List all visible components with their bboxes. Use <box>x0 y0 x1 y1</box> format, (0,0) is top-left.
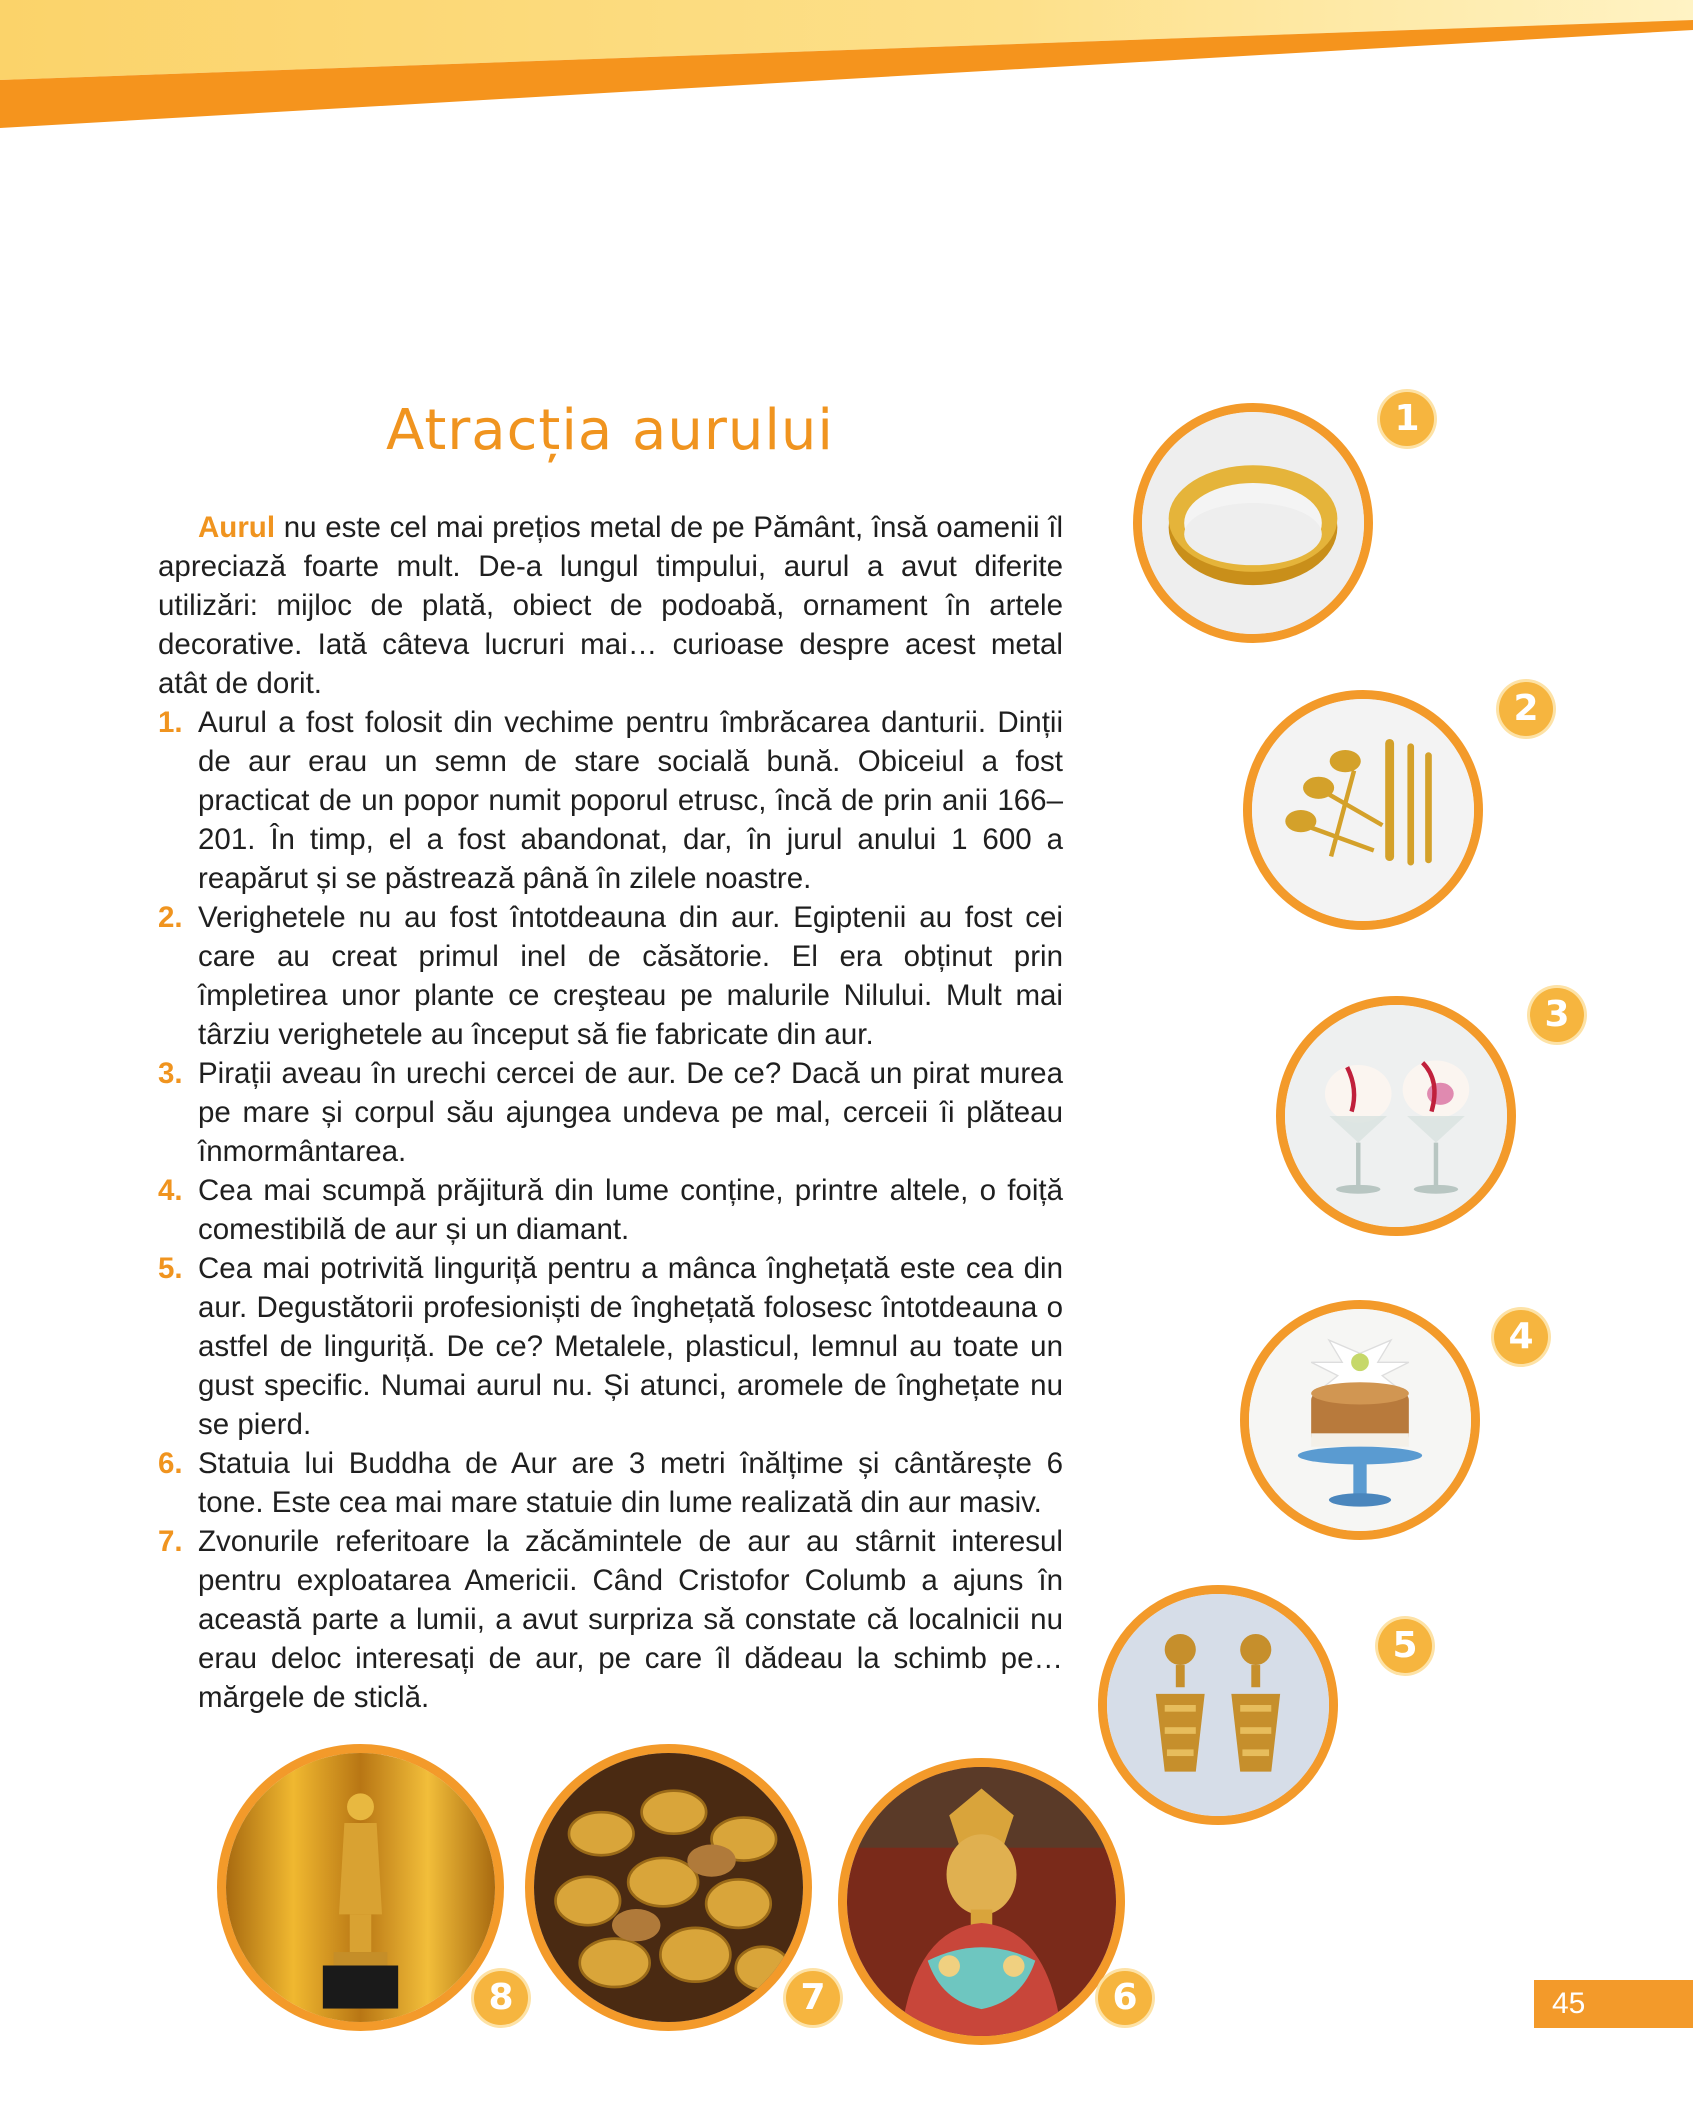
ice-cream-icon <box>1285 1005 1507 1227</box>
gold-cutlery-icon <box>1252 699 1474 921</box>
fact-item <box>158 1054 1063 1171</box>
gold-statuette-icon <box>226 1753 495 2022</box>
facts-list <box>158 703 1063 1717</box>
photo-gold-statuette <box>217 1744 504 2031</box>
fact-number: 1. <box>158 706 183 739</box>
page-title: Atracția aurului <box>386 398 834 463</box>
fact-item <box>158 1444 1063 1522</box>
top-decorative-band <box>0 0 1693 140</box>
photo-badge: 2 <box>1499 682 1553 736</box>
intro-highlight: Aurul <box>198 511 276 544</box>
photo-badge: 1 <box>1380 392 1434 446</box>
gold-ring-icon <box>1142 412 1364 634</box>
photo-gold-coins <box>525 1744 812 2031</box>
article-body <box>158 508 1063 1717</box>
photo-badge: 5 <box>1378 1619 1432 1673</box>
fact-text: Cea mai scumpă prăjitură din lume conține, printre altele, o foiță comestibilă de aur și un diamant. <box>198 1174 1063 1246</box>
fact-text: Zvonurile referitoare la zăcămintele de aur au stârnit interesul pentru exploatarea Americii. Când Cristofor Columb a ajuns în această parte a lumii, a avut surpriza să constate că localnicii nu erau deloc interesați de aur, pe care îl dădeau la schimb pe… mărgele de sticlă. <box>198 1525 1063 1714</box>
photo-golden-buddha <box>838 1758 1125 2045</box>
photo-gold-cake <box>1240 1300 1480 1540</box>
fact-item <box>158 1249 1063 1444</box>
photo-badge: 7 <box>786 1971 840 2025</box>
fact-number: 5. <box>158 1252 183 1285</box>
fact-number: 6. <box>158 1447 183 1480</box>
fact-item <box>158 1522 1063 1717</box>
gold-coins-icon <box>534 1753 803 2022</box>
photo-gold-ring <box>1133 403 1373 643</box>
fact-item <box>158 703 1063 898</box>
fact-item <box>158 1171 1063 1249</box>
fact-text: Pirații aveau în urechi cercei de aur. De ce? Dacă un pirat murea pe mare și corpul său ajungea undeva pe mal, cerceii îi plăteau înmormântarea. <box>198 1057 1063 1168</box>
intro-paragraph <box>158 508 1063 703</box>
fact-text: Verighetele nu au fost întotdeauna din aur. Egiptenii au fost cei care au creat primul inel de căsătorie. El era obținut prin împletirea unor plante ce creşteau pe malurile Nilului. Mult mai târziu verighetele au început să fie fabricate din aur. <box>198 901 1063 1051</box>
photo-gold-earrings <box>1098 1585 1338 1825</box>
fact-number: 7. <box>158 1525 183 1558</box>
photo-badge: 3 <box>1530 988 1584 1042</box>
photo-ice-cream <box>1276 996 1516 1236</box>
photo-badge: 8 <box>474 1971 528 2025</box>
intro-text: nu este cel mai prețios metal de pe Pământ, însă oamenii îl apreciază foarte mult. De-a lungul timpului, aurul a avut diferite utilizări: mijloc de plată, obiect de podoabă, ornament în artele decorative. Iată câteva lucruri mai… curioase despre acest metal atât de dorit. <box>158 511 1063 700</box>
page-number: 45 <box>1534 1980 1693 2028</box>
photo-gold-cutlery <box>1243 690 1483 930</box>
fact-item <box>158 898 1063 1054</box>
fact-text: Statuia lui Buddha de Aur are 3 metri înălțime și cântărește 6 tone. Este cea mai mare statuie din lume realizată din aur masiv. <box>198 1447 1063 1519</box>
photo-badge: 6 <box>1098 1971 1152 2025</box>
fact-text: Aurul a fost folosit din vechime pentru îmbrăcarea danturii. Dinții de aur erau un semn de stare socială bună. Obiceiul a fost practicat de un popor numit poporul etrusc, încă de prin anii 166–201. În timp, el a fost abandonat, dar, în jurul anului 1 600 a reapărut și se păstrează până în zilele noastre. <box>198 706 1063 895</box>
golden-buddha-icon <box>847 1767 1116 2036</box>
photo-badge: 4 <box>1494 1310 1548 1364</box>
fact-number: 2. <box>158 901 183 934</box>
fact-number: 4. <box>158 1174 183 1207</box>
gold-earrings-icon <box>1107 1594 1329 1816</box>
fact-text: Cea mai potrivită linguriță pentru a mânca înghețată este cea din aur. Degustătorii profesioniști de înghețată folosesc întotdeauna o astfel de linguriță. De ce? Metalele, plasticul, lemnul au toate un gust specific. Numai aurul nu. Și atunci, aromele de înghețate nu se pierd. <box>198 1252 1063 1441</box>
gold-cake-icon <box>1249 1309 1471 1531</box>
fact-number: 3. <box>158 1057 183 1090</box>
